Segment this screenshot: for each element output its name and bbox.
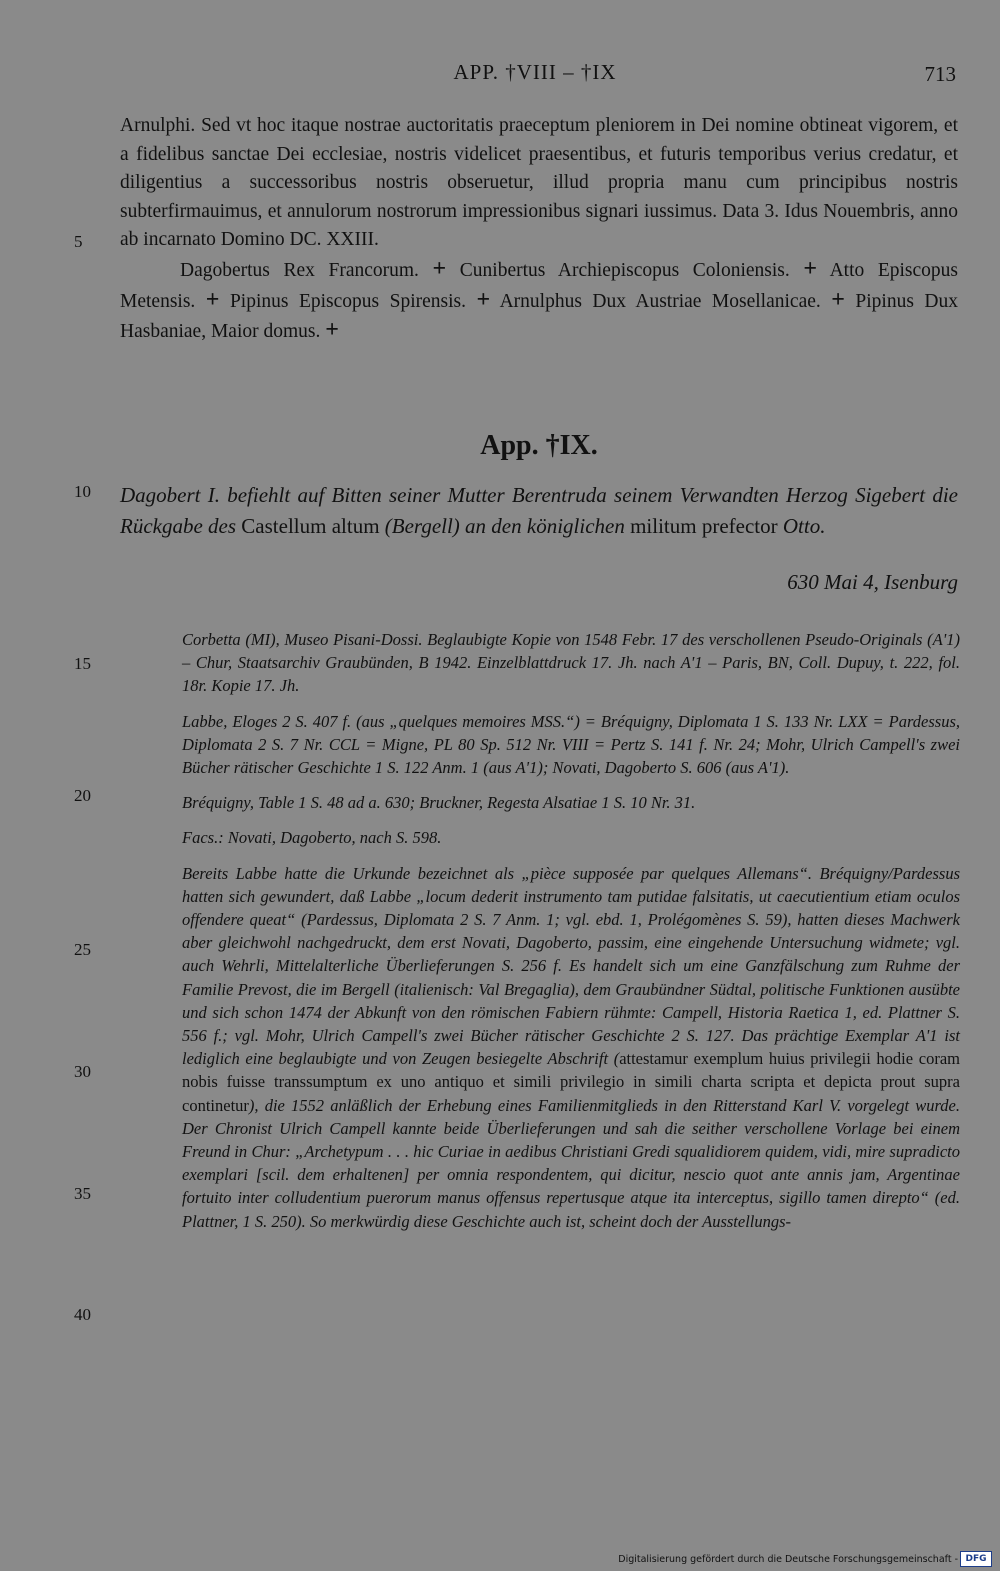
regest-term: Castellum altum [241, 514, 380, 538]
line-number: 15 [74, 654, 91, 673]
running-header: APP. †VIII – †IX [453, 60, 617, 84]
note-facsimile: Facs.: Novati, Dagoberto, nach S. 598. [182, 828, 442, 848]
regest-text: Dagobert I. befiehlt auf Bitten seiner Mutter Berentruda seinem Verwandten Herzog Sigebert die Rückgabe des [120, 483, 958, 538]
line-number: 10 [74, 482, 91, 501]
signature-cunibert: Cunibertus Archiepiscopus Coloniensis. [459, 259, 790, 281]
apparatus-notes [182, 628, 960, 1233]
line-number: 5 [74, 232, 83, 251]
commentary-quote: attestamur exemplum huius privilegii hodie coram nobis fuisse transsumptum ex uno antiquo et simili privilegio in simili charta scripta et depicta prout supra continetur [182, 1049, 960, 1115]
signature-pipin-hasbania: Pipinus Dux Hasbaniae, Maior domus. [120, 290, 959, 343]
dfg-logo: DFG [960, 1551, 992, 1567]
note-editions: Labbe, Eloges 2 S. 407 f. (aus „quelques memoires MSS.“) = Bréquigny, Diplomata 1 S. 133 Nr. LXX = Pardessus, Diplomata 2 S. 7 Nr. CCL = Migne, PL 80 Sp. 512 Nr. VIII = Pertz S. 141 f. Nr. 24; Mohr, Ulrich Campell's zwei Bücher rätischer Geschichte 1 S. 122 Anm. 1 (aus A'1); Novati, Dagoberto S. 606 (aus A'1). [182, 711, 960, 778]
commentary-text: Bereits Labbe hatte die Urkunde bezeichnet als „pièce supposée par quelques Allemans“. Bréquigny/Pardessus hatten sich gewundert, daß Labbe „locum dederit instrumento tam putidae falsitatis, ut caecutientium etiam oculos offendere queat“ (Pardessus, Diplomata 2 S. 7 Anm. 1; vgl. ebd. 1, Prolégomènes S. 59), hatten dieses Machwerk aber gleichwohl nachgedruckt, dem erst Novati, Dagoberto, passim, eine eingehende Untersuchung widmete; vgl. auch Wehrli, Mittelalterliche Überlieferungen S. 256 f. Es handelt sich um eine Ganzfälschung zum Ruhme der Familie Prevost, die im Bergell (italienisch: Val Bregaglia), dem Graubündner Südtal, politische Funktionen ausübte und sich schon 1474 der Abkunft von den römischen Fabiern rühmte: Campell, Historia Raetica 1, ed. Plattner S. 556 f.; vgl. Mohr, Ulrich Campell's zwei Bücher rätischer Geschichte 2 S. 127. Das prächtige Exemplar A'1 ist lediglich eine beglaubigte und von Zeugen besiegelte Abschrift ( [182, 863, 960, 1069]
charter-text [120, 112, 958, 347]
regest-text: (Bergell) an den königlichen [384, 514, 625, 538]
signature-list [120, 255, 958, 347]
signature-dagobert: Dagobertus Rex Francorum. [180, 259, 419, 281]
charter-paragraph: Arnulphi. Sed vt hoc itaque nostrae auctoritatis praeceptum pleniorem in Dei nomine obtineat vigorem, et a fidelibus sanctae Dei ecclesiae, nostris videlicet praesentibus, et futuris temporibus verius credatur, et diligentius a successoribus nostris obseruetur, illud propria manu cum principibus nostris subterfirmauimus, et annulorum nostrorum impressionibus signari iussimus. Data 3. Idus Nouembris, anno ab incarnato Domino DC. XXIII. [120, 115, 958, 251]
signature-pipin-spira: Pipinus Episcopus Spirensis. [229, 290, 466, 312]
commentary-text: ), die 1552 anläßlich der Erhebung eines Familienmitglieds in den Ritterstand Karl V. vorgelegt wurde. Der Chronist Ulrich Campell kannte beide Überlieferungen und sah die seither verschollene Vorlage bei einem Freund in Chur: „Archetypum . . . hic Curiae in aedibus Christiani Gredi squalidiorem quidem, vidi, mire supradicto exemplari [scil. dem erhaltenen] per omnia respondentem, qui dicitur, nescio quot ante annis jam, Argentinae fortuito inter colludentium puerorum manus offensus repertusque atque ita interceptus, sigillo tamen direpto“ (ed. Plattner, 1 S. 250). So merkwürdig diese Geschichte auch ist, scheint doch der Ausstellungs- [182, 1095, 960, 1231]
cross-mark: + [432, 255, 447, 282]
regest-term: militum prefector [630, 514, 778, 538]
regest [120, 480, 958, 542]
date-line: 630 Mai 4, Isenburg [787, 570, 958, 594]
line-number: 25 [74, 940, 91, 959]
cross-mark: + [803, 255, 818, 282]
note-regesta: Bréquigny, Table 1 S. 48 ad a. 630; Bruckner, Regesta Alsatiae 1 S. 10 Nr. 31. [182, 793, 696, 813]
signature-atto: Atto Episcopus Metensis. [120, 259, 958, 312]
cross-mark: + [831, 286, 845, 313]
note-commentary [182, 862, 960, 1233]
line-number: 40 [74, 1305, 91, 1324]
cross-mark: + [325, 317, 339, 344]
cross-mark: + [205, 286, 220, 313]
regest-text: Otto. [782, 514, 826, 538]
line-number: 35 [74, 1184, 91, 1203]
note-tradition: Corbetta (MI), Museo Pisani-Dossi. Beglaubigte Kopie von 1548 Febr. 17 des verschollenen Pseudo-Originals (A'1) – Chur, Staatsarchiv Graubünden, B 1942. Einzelblattdruck 17. Jh. nach A'1 – Paris, BN, Coll. Dupuy, t. 222, fol. 18r. Kopie 17. Jh. [182, 630, 960, 696]
cross-mark: + [476, 286, 491, 313]
line-number: 30 [74, 1062, 91, 1081]
signature-arnulf: Arnulphus Dux Austriae Mosellanicae. [499, 290, 821, 312]
line-number: 20 [74, 786, 91, 805]
section-title: App. †IX. [480, 430, 598, 461]
footer-credit: Digitalisierung gefördert durch die Deutsche Forschungsgemeinschaft - [618, 1554, 958, 1565]
page-number: 713 [924, 62, 956, 86]
